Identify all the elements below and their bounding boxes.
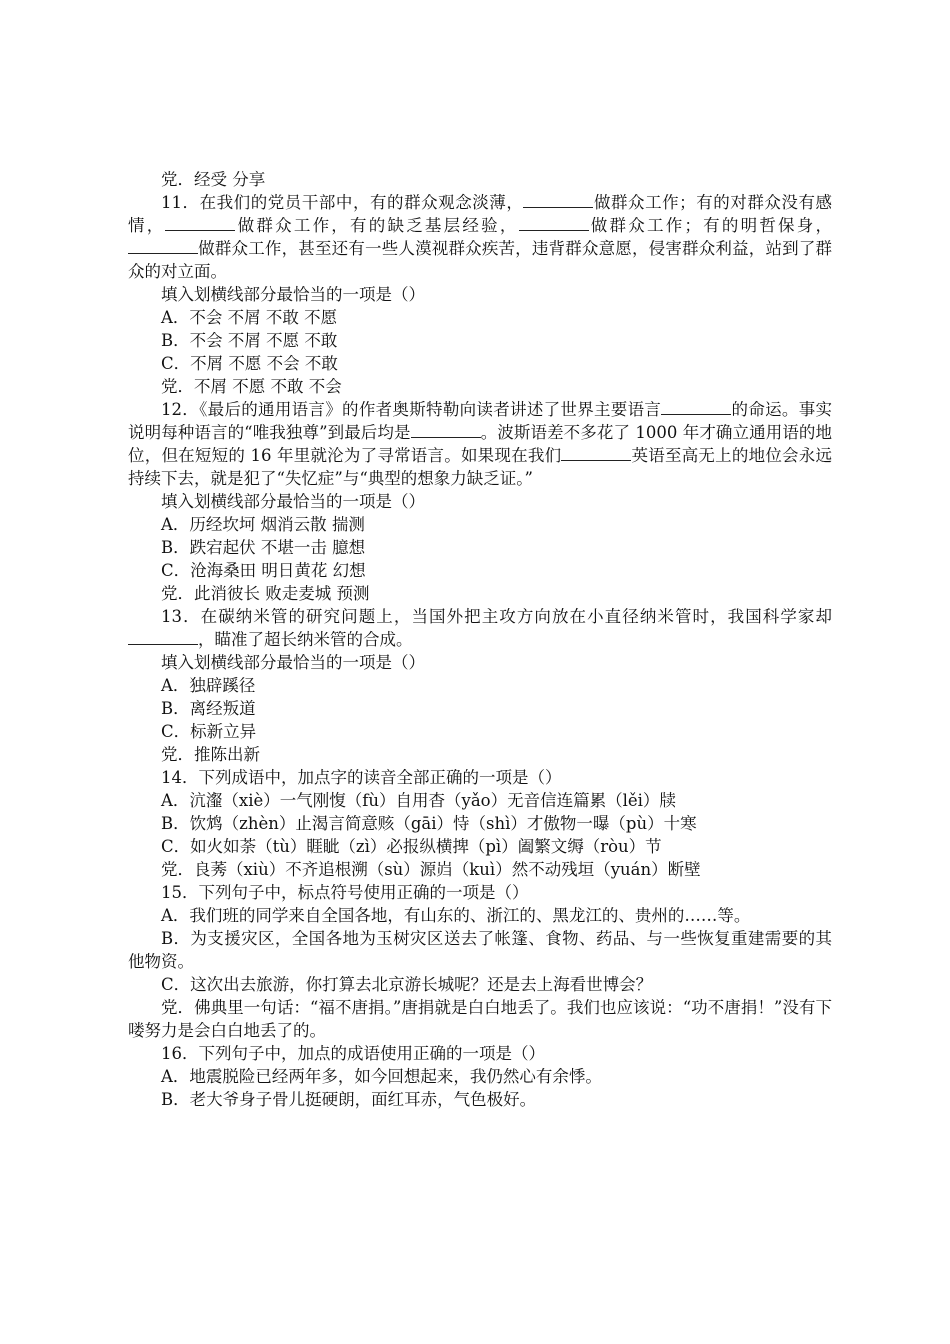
question-13-stem: 13．在碳纳米管的研究问题上，当国外把主攻方向放在小直径纳米管时，我国科学家却，瞄准了超长纳米管的合成。: [128, 605, 832, 651]
answer-option: C．这次出去旅游，你打算去北京游长城呢？还是去上海看世博会？: [161, 975, 653, 994]
answer-option: A．我们班的同学来自全国各地，有山东的、浙江的、黑龙江的、贵州的……等。: [161, 906, 751, 925]
answer-option: C．不屑 不愿 不会 不敢: [161, 354, 338, 373]
answer-option: 党．不屑 不愿 不敢 不会: [161, 377, 342, 396]
answer-option: 党．推陈出新: [161, 745, 260, 764]
answer-blank: [523, 192, 593, 208]
question-12-stem: 12．《最后的通用语言》的作者奥斯特勒向读者讲述了世界主要语言 的命运。事实说明每种语言的“唯我独尊”到最后均是 。波斯语差不多花了 1000 年才确立通用语的地位，但在短短的 16 年里就沦为了寻常语言。如果现在我们 英语至高无上的地位会永远持续下去，就是犯了“失忆症”与“典型的想象力缺乏证。”: [128, 400, 833, 488]
answer-option: 党．良莠（xiù）不齐追根溯（sù）源岿（kuì）然不动残垣（yuán）断壁: [161, 860, 701, 879]
answer-option: B．跌宕起伏 不堪一击 臆想: [161, 538, 366, 557]
answer-option: B．饮鸩（zhèn）止渴言简意赅（gāi）恃（shì）才傲物一曝（pù）十寒: [161, 814, 697, 833]
answer-option: B．不会 不屑 不愿 不敢: [161, 331, 338, 350]
question-14-stem: 14．下列成语中，加点字的读音全部正确的一项是（）: [161, 768, 562, 787]
answer-blank: [165, 215, 235, 231]
answer-option: 党．佛典里一句话：“福不唐捐。”唐捐就是白白地丢了。我们也应该说：“功不唐捐！”没有下喽努力是会白白地丢了的。: [128, 998, 832, 1040]
answer-blank: [128, 238, 198, 254]
answer-option: 党．经受 分享: [161, 170, 266, 189]
question-prompt: 填入划横线部分最恰当的一项是（）: [161, 285, 425, 304]
question-15-stem: 15．下列句子中，标点符号使用正确的一项是（）: [161, 883, 529, 902]
answer-option: B．离经叛道: [161, 699, 256, 718]
answer-option: B．为支援灾区，全国各地为玉树灾区送去了帐篷、食物、药品、与一些恢复重建需要的其他物资。: [128, 929, 832, 971]
answer-option: 党．此消彼长 败走麦城 预测: [161, 584, 370, 603]
answer-blank: [519, 215, 589, 231]
answer-option: A．不会 不屑 不敢 不愿: [161, 308, 338, 327]
answer-option: A．独辟蹊径: [161, 676, 256, 695]
question-prompt: 填入划横线部分最恰当的一项是（）: [161, 653, 425, 672]
answer-option: A．历经坎坷 烟消云散 揣测: [161, 515, 365, 534]
question-prompt: 填入划横线部分最恰当的一项是（）: [161, 492, 425, 511]
answer-option: C．标新立异: [161, 722, 257, 741]
answer-option: A．沆瀣（xiè）一气刚愎（fù）自用杳（yǎo）无音信连篇累（lěi）牍: [161, 791, 676, 810]
answer-blank: [561, 445, 631, 461]
question-16-stem: 16．下列句子中，加点的成语使用正确的一项是（）: [161, 1044, 545, 1063]
answer-blank: [661, 399, 731, 415]
answer-option: C．沧海桑田 明日黄花 幻想: [161, 561, 366, 580]
question-11-stem: 11．在我们的党员干部中，有的群众观念淡薄， 做群众工作；有的对群众没有感情， 做群众工作，有的缺乏基层经验， 做群众工作；有的明哲保身，做群众工作，甚至还有一些人漠视群众疾苦，违背群众意愿，侵害群众利益，站到了群众的对立面。: [128, 193, 833, 281]
answer-option: C．如火如荼（tù）睚眦（zì）必报纵横捭（pì）阖繁文缛（ròu）节: [161, 837, 662, 856]
answer-blank: [411, 422, 481, 438]
document-page: [128, 168, 832, 1111]
answer-blank: [128, 629, 198, 645]
answer-option: A．地震脱险已经两年多，如今回想起来，我仍然心有余悸。: [161, 1067, 602, 1086]
answer-option: B．老大爷身子骨儿挺硬朗，面红耳赤，气色极好。: [161, 1090, 537, 1109]
